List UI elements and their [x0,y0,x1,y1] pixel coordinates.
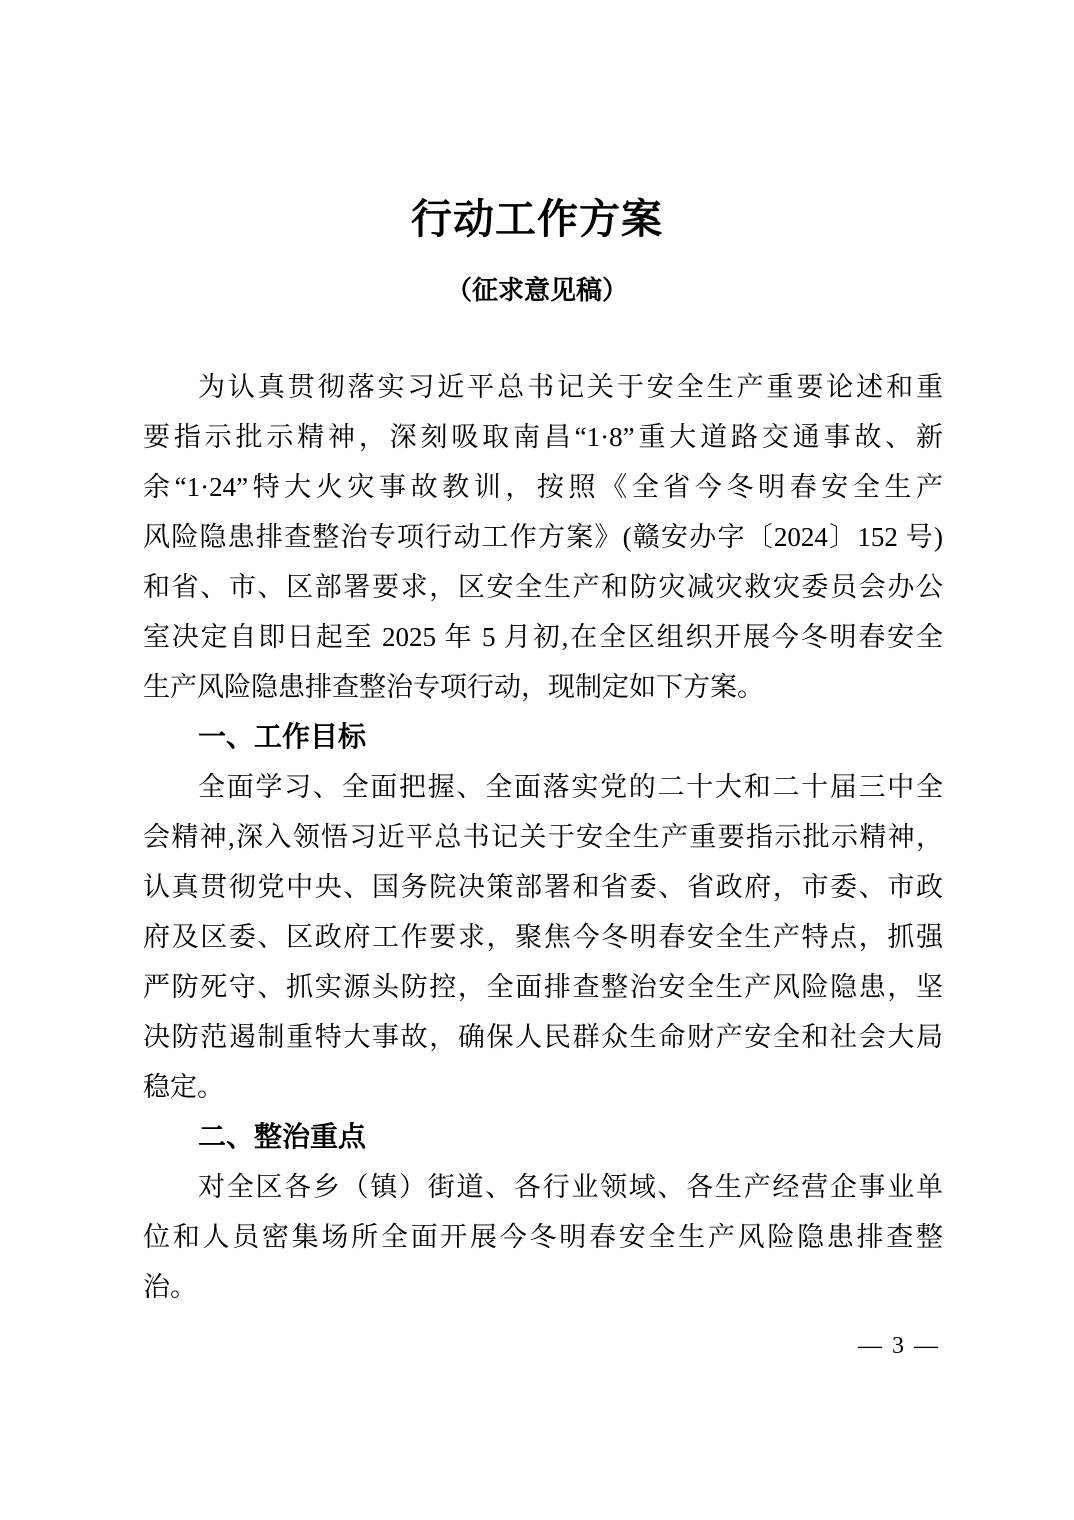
body-line: 对全区各乡（镇）街道、各行业领域、各生产经营企事业单 [198,1172,943,1202]
section-heading: 二、整治重点 [198,1121,367,1152]
page-number: — 3 — [858,1333,940,1359]
body-line: 生产风险隐患排查整治专项行动，现制定如下方案。 [143,672,764,702]
document-subtitle: （征求意见稿） [445,276,628,305]
body-line: 余“1·24”特大火灾事故教训，按照《全省今冬明春安全生产 [143,472,943,502]
body-line: 府及区委、区政府工作要求，聚焦今冬明春安全生产特点，抓强 [143,922,943,952]
body-line: 会精神,深入领悟习近平总书记关于安全生产重要指示批示精神， [143,822,943,852]
body-line: 室决定自即日起至 2025 年 5 月初,在全区组织开展今冬明春安全 [143,622,943,652]
body-line: 要指示批示精神，深刻吸取南昌“1·8”重大道路交通事故、新 [143,422,943,452]
document-body [143,362,943,1312]
body-line: 认真贯彻党中央、国务院决策部署和省委、省政府，市委、市政 [143,872,943,902]
body-line: 治。 [143,1272,197,1302]
body-line: 和省、市、区部署要求，区安全生产和防灾减灾救灾委员会办公 [143,572,943,602]
body-line: 为认真贯彻落实习近平总书记关于安全生产重要论述和重 [198,372,943,402]
body-line: 位和人员密集场所全面开展今冬明春安全生产风险隐患排查整 [143,1222,943,1252]
body-line: 全面学习、全面把握、全面落实党的二十大和二十届三中全 [198,772,943,802]
document-title: 行动工作方案 [411,196,663,242]
body-line: 稳定。 [143,1072,224,1102]
body-line: 严防死守、抓实源头防控，全面排查整治安全生产风险隐患，坚 [143,972,943,1002]
body-line: 决防范遏制重特大事故，确保人民群众生命财产安全和社会大局 [143,1022,943,1052]
body-line: 风险隐患排查整治专项行动工作方案》(赣安办字〔2024〕152 号) [143,522,943,552]
section-heading: 一、工作目标 [198,721,367,752]
